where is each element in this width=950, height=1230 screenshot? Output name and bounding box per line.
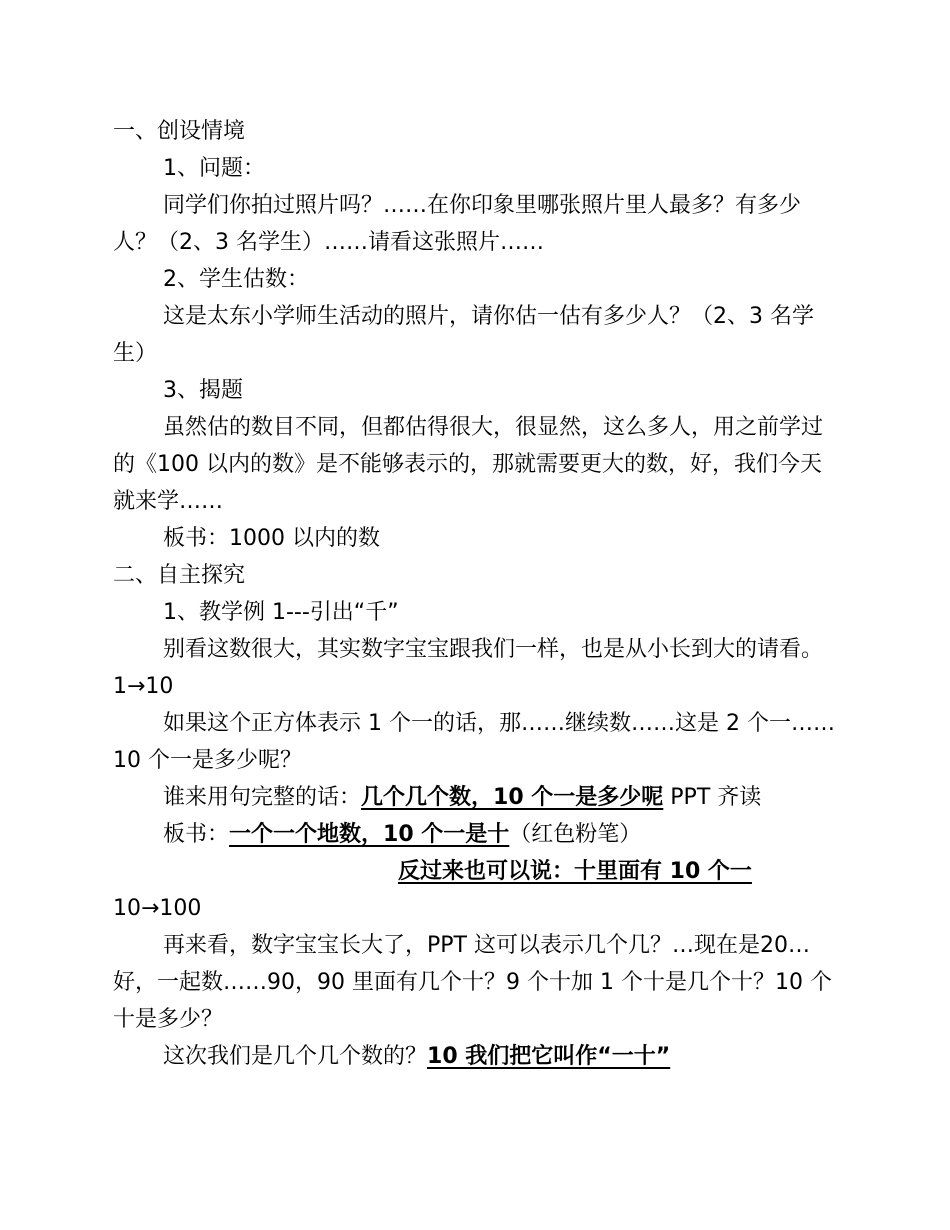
board-prefix: 板书：: [163, 822, 230, 847]
complete-sentence-suffix: PPT 齐读: [663, 785, 762, 810]
paragraph-estimate: 这是太东小学师生活动的照片，请你估一估有多少人？（2、3 名学生）: [113, 304, 814, 366]
paragraph-complete-sentence: [113, 779, 843, 816]
paragraph-intro: 别看这数很大，其实数字宝宝跟我们一样，也是从小长到大的请看。: [163, 637, 824, 662]
board-ten-ones: [113, 816, 843, 853]
subheading-estimate: 2、学生估数：: [163, 267, 309, 292]
board-title: 板书：1000 以内的数: [163, 526, 380, 551]
paragraph-counting-tens: 再来看，数字宝宝长大了，PPT 这可以表示几个几？…现在是20…好，一起数……90，90 里面有几个十？9 个十加 1 个十是几个十？10 个十是多少？: [113, 933, 832, 1032]
subheading-reveal: 3、揭题: [163, 378, 243, 403]
complete-sentence-prefix: 谁来用句完整的话：: [163, 785, 362, 810]
paragraph-counting-ones: 如果这个正方体表示 1 个一的话，那……继续数……这是 2 个一……10 个一是多少呢？: [113, 711, 835, 773]
section-heading-1: 一、创设情境: [113, 119, 246, 144]
board-reverse-statement: [113, 853, 843, 890]
document-body: [113, 113, 843, 1075]
complete-sentence-bold: 几个几个数，10 个一是多少呢: [361, 785, 664, 810]
counting-method-bold: 10 我们把它叫作“一十”: [427, 1044, 671, 1069]
paragraph-photo-question: 同学们你拍过照片吗？……在你印象里哪张照片里人最多？有多少人？（2、3 名学生）……请看这张照片……: [113, 193, 802, 255]
subheading-question: 1、问题：: [163, 156, 265, 181]
paragraph-counting-method: [113, 1038, 843, 1075]
board-suffix: （红色粉笔）: [509, 822, 642, 847]
paragraph-reveal: 虽然估的数目不同，但都估得很大，很显然，这么多人，用之前学过的《100 以内的数》是不能够表示的，那就需要更大的数，好，我们今天就来学……: [113, 415, 824, 514]
board-bold-text: 一个一个地数，10 个一是十: [229, 822, 510, 847]
reverse-statement-bold: 反过来也可以说：十里面有 10 个一: [398, 859, 752, 884]
arrow-10-to-100: 10→100: [113, 896, 202, 921]
arrow-1-to-10: 1→10: [113, 674, 174, 699]
subheading-example-1: 1、教学例 1---引出“千”: [163, 600, 399, 625]
counting-method-prefix: 这次我们是几个几个数的？: [163, 1044, 428, 1069]
section-heading-2: 二、自主探究: [113, 563, 246, 588]
